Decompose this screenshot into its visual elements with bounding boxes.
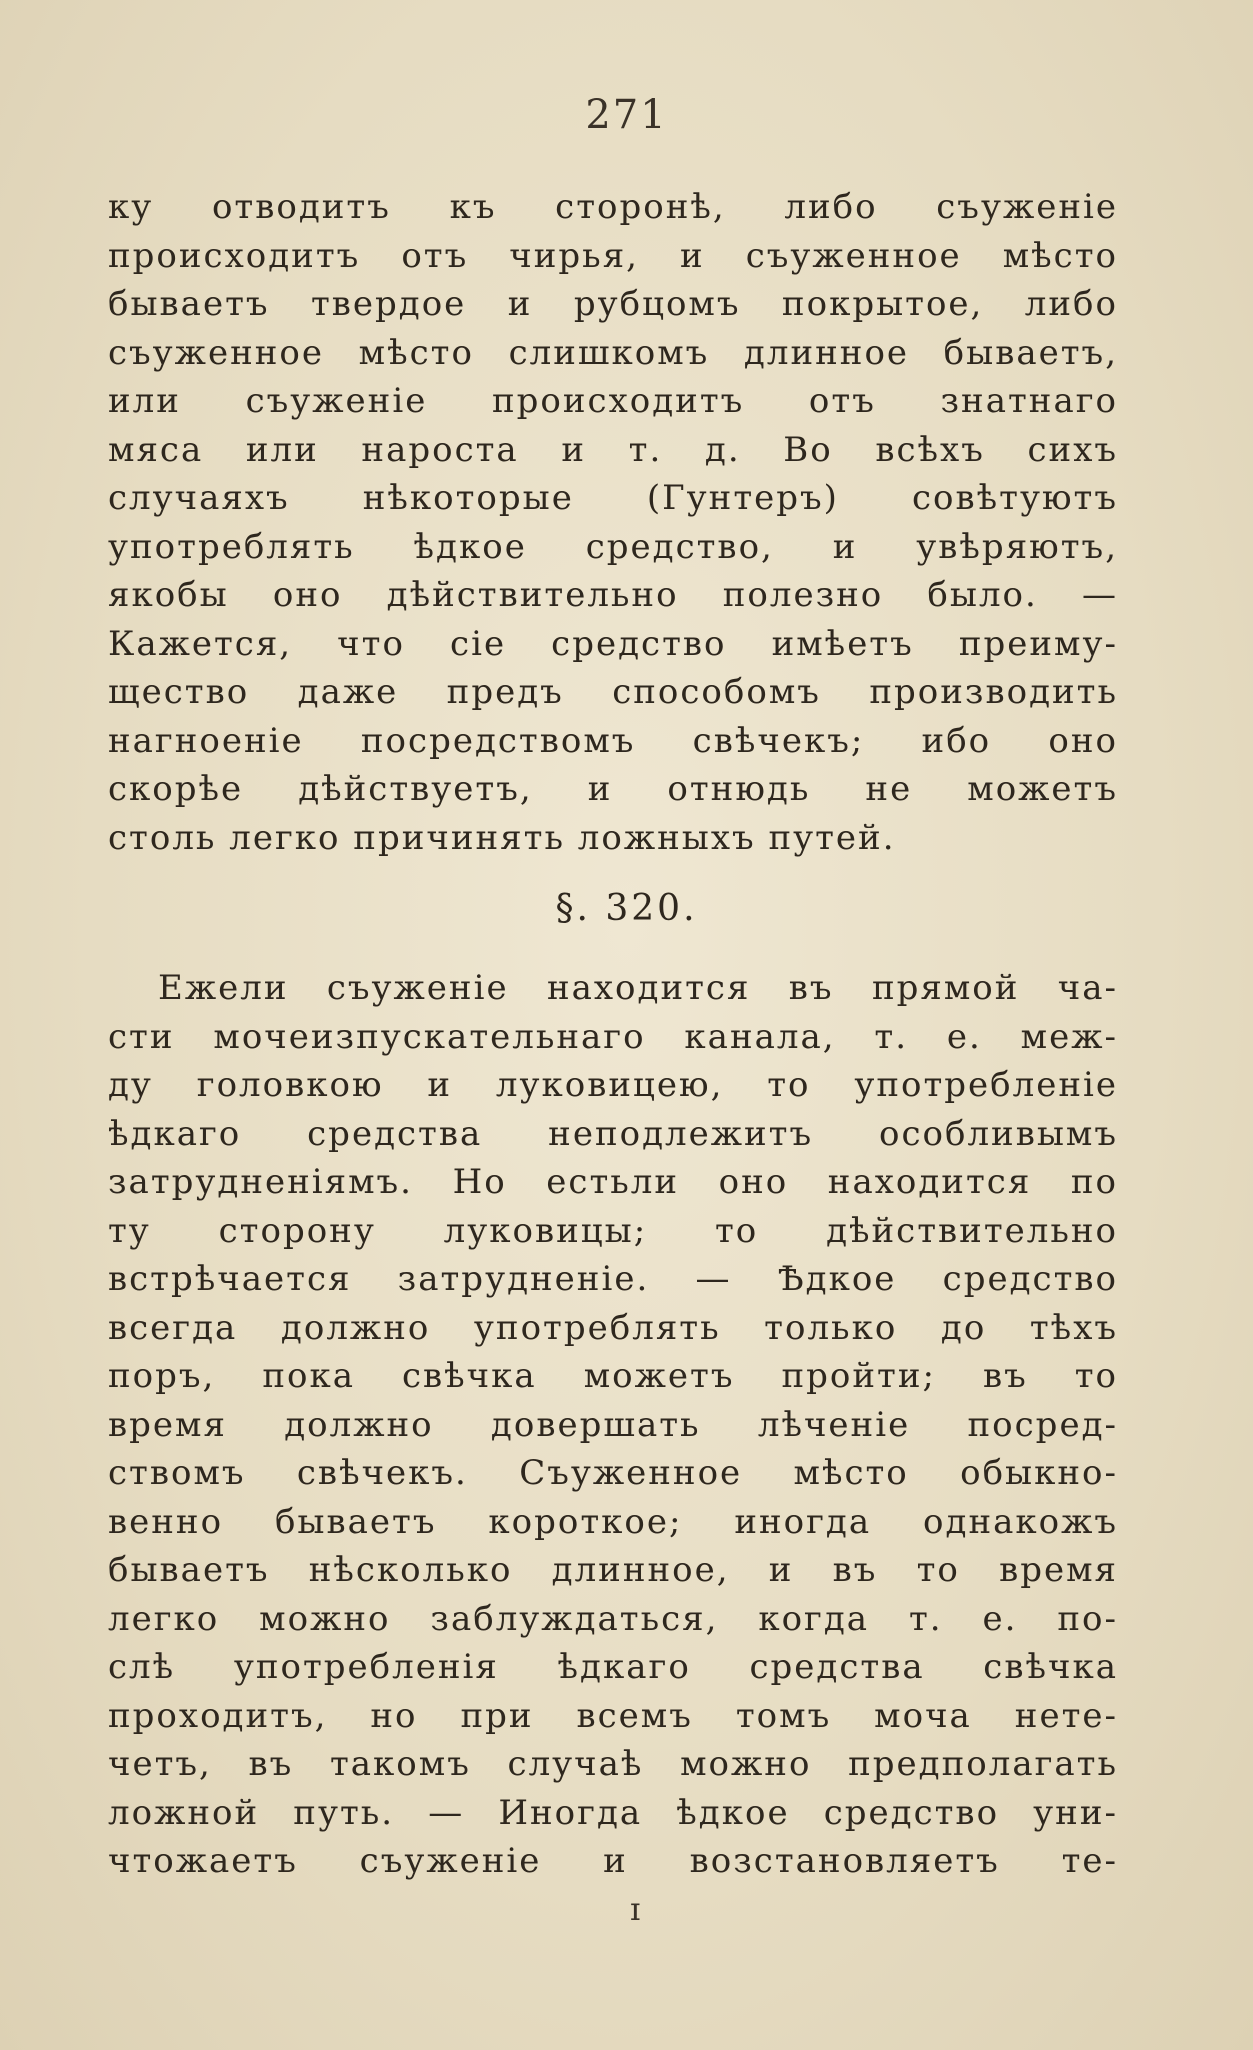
- text-line: слѣ употребленія ѣдкаго средства свѣчка: [108, 1647, 1118, 1687]
- text-line: ствомъ свѣчекъ. Съуженное мѣсто обыкно-: [108, 1453, 1118, 1493]
- text-line: случаяхъ нѣкоторые (Гунтеръ) совѣтуютъ: [108, 478, 1118, 518]
- signature-mark: ɪ: [630, 1890, 641, 1928]
- text-line: ду головкою и луковицею, то употребленіе: [108, 1065, 1118, 1105]
- text-line: затрудненіямъ. Но естьли оно находится по: [108, 1162, 1118, 1202]
- text-line: проходитъ, но при всемъ томъ моча нете-: [108, 1695, 1118, 1736]
- text-line: скорѣе дѣйствуетъ, и отнюдь не можетъ: [108, 769, 1118, 809]
- paragraph-1: [108, 183, 1118, 862]
- text-line: бываетъ нѣсколько длинное, и въ то время: [108, 1550, 1118, 1590]
- text-line: ку отводитъ къ сторонѣ, либо съуженіе: [108, 187, 1118, 227]
- text-line: бываетъ твердое и рубцомъ покрытое, либо: [108, 284, 1118, 324]
- text-line: щество даже предъ способомъ производить: [108, 672, 1118, 712]
- text-line: ту сторону луковицы; то дѣйствительно: [108, 1210, 1118, 1251]
- text-line: мяса или нароста и т. д. Во всѣхъ сихъ: [108, 429, 1118, 470]
- text-line: всегда должно употреблять только до тѣхъ: [108, 1307, 1118, 1348]
- text-line: столь легко причинять ложныхъ путей.: [108, 817, 896, 858]
- text-line: легко можно заблуждаться, когда т. е. по-: [108, 1598, 1118, 1639]
- text-line: встрѣчается затрудненіе. — Ѣдкое средство: [108, 1259, 1118, 1299]
- text-line: время должно довершать лѣченіе посред-: [108, 1404, 1118, 1445]
- paragraph-2: [108, 964, 1118, 1886]
- text-line: Кажется, что сіе средство имѣетъ преиму-: [108, 623, 1118, 664]
- text-line: употреблять ѣдкое средство, и увѣряютъ,: [108, 526, 1118, 567]
- text-line: Ежели съуженіе находится въ прямой ча-: [158, 968, 1118, 1008]
- text-line: ложной путь. — Иногда ѣдкое средство уни-: [108, 1792, 1118, 1833]
- text-line: или съуженіе происходитъ отъ знатнаго: [108, 381, 1118, 421]
- text-line: ѣдкаго средства неподлежитъ особливымъ: [108, 1113, 1118, 1154]
- text-line: сти мочеизпускательнаго канала, т. е. меж-: [108, 1016, 1118, 1057]
- text-line: происходитъ отъ чирья, и съуженное мѣсто: [108, 235, 1118, 276]
- section-heading: §. 320.: [555, 888, 698, 929]
- text-line: венно бываетъ короткое; иногда однакожъ: [108, 1501, 1118, 1542]
- text-line: чтожаетъ съуженіе и возстановляетъ те-: [108, 1841, 1118, 1881]
- text-line: поръ, пока свѣчка можетъ пройти; въ то: [108, 1356, 1118, 1396]
- text-line: съуженное мѣсто слишкомъ длинное бываетъ,: [108, 332, 1118, 373]
- text-line: якобы оно дѣйствительно полезно было. —: [108, 575, 1118, 615]
- text-line: четъ, въ такомъ случаѣ можно предполагать: [108, 1744, 1118, 1784]
- page-number: 271: [585, 92, 668, 138]
- text-line: нагноеніе посредствомъ свѣчекъ; ибо оно: [108, 720, 1118, 761]
